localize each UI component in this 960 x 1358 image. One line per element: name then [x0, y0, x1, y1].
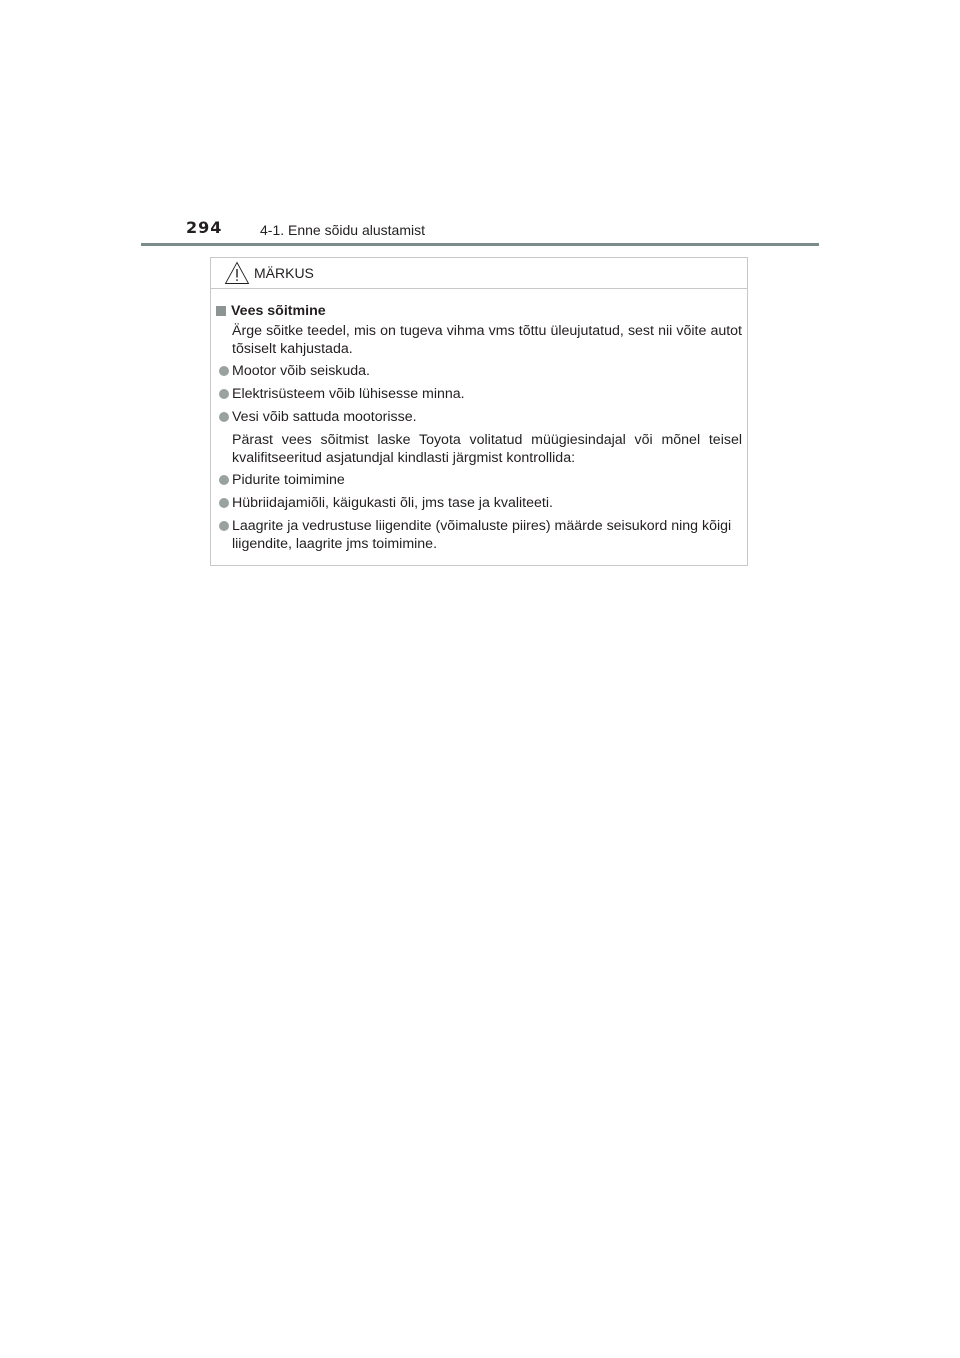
round-bullet-icon [219, 366, 229, 376]
list-item-text: Elektrisüsteem võib lühisesse minna. [232, 386, 465, 402]
list-item-text: Hübriidajamiõli, käigukasti õli, jms tase ja kvaliteeti. [232, 495, 553, 511]
round-bullet-icon [219, 498, 229, 508]
list-item-text: Mootor võib seiskuda. [232, 363, 371, 379]
header-rule [141, 243, 819, 246]
section-title: 4-1. Enne sõidu alustamist [260, 222, 425, 238]
subheading-text: Vees sõitmine [231, 303, 326, 319]
list-item [219, 517, 742, 553]
page-header [0, 0, 960, 250]
round-bullet-icon [219, 389, 229, 399]
list-item-text: Vesi võib sattuda mootorisse. [232, 409, 417, 425]
list-item-text: Laagrite ja vedrustuse liigendite (võimaluste piires) määrde seisukord ning kõigi liigendite, laagrite jms toimimine. [232, 518, 732, 552]
list-item [219, 471, 742, 489]
warning-triangle-icon [224, 261, 250, 285]
square-bullet-icon [216, 306, 226, 316]
intro-paragraph: Ärge sõitke teedel, mis on tugeva vihma vms tõttu üleujutatud, sest nii võite autot tõsiselt kahjustada. [232, 323, 742, 357]
notice-body [211, 289, 747, 553]
notice-header [211, 258, 747, 289]
round-bullet-icon [219, 412, 229, 422]
after-paragraph: Pärast vees sõitmist laske Toyota volitatud müügiesindajal või mõnel teisel kvalifitseeritud asjatundjal kindlasti järgmist kontrollida: [232, 432, 742, 466]
notice-subheading [215, 302, 742, 320]
list-item [219, 385, 742, 403]
list-item-text: Pidurite toimimine [232, 472, 345, 488]
list-item [219, 362, 742, 380]
round-bullet-icon [219, 521, 229, 531]
notice-box [210, 257, 748, 566]
page-number: 294 [186, 218, 223, 237]
list-item [219, 494, 742, 512]
list-item [219, 408, 742, 426]
round-bullet-icon [219, 475, 229, 485]
notice-title: MÄRKUS [254, 265, 314, 281]
